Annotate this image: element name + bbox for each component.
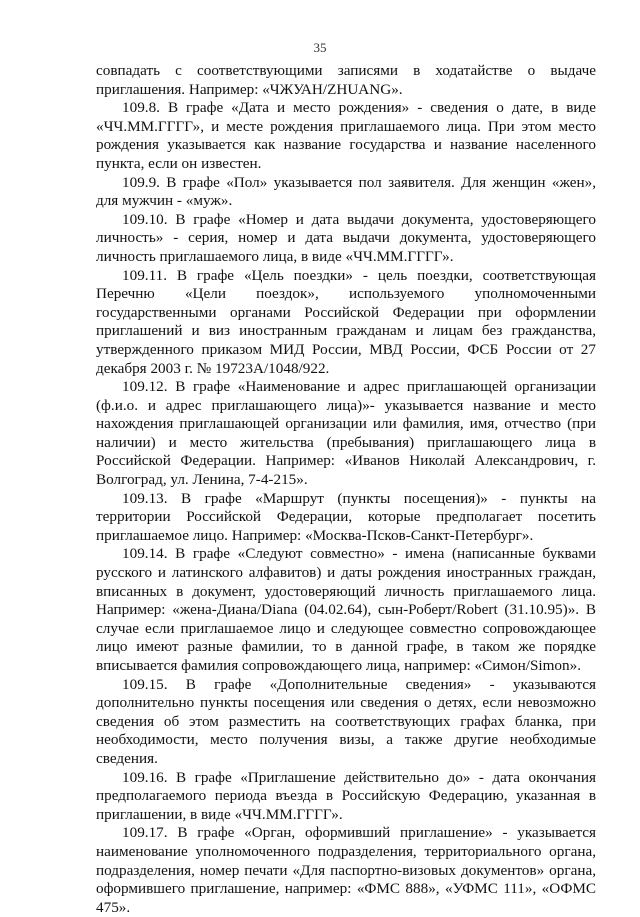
paragraph-continuation: совпадать с соответствующими записями в ходатайстве о выдаче приглашения. Например: «ЧЖУАН/ZHUANG». (96, 62, 596, 98)
paragraph-109-17: 109.17. В графе «Орган, оформивший приглашение» - указывается наименование уполномоченного подразделения, территориального органа, подразделения, номер печати «Для паспортно-визовых документов» органа, оформившего приглашение, например: «ФМС 888», «УФМС 111», «ОФМС 475». (96, 824, 596, 916)
document-body (96, 62, 596, 917)
paragraph-109-15: 109.15. В графе «Дополнительные сведения» - указываются дополнительно пункты посещения или сведения о детях, если невозможно сведения об этом разместить на соответствующих графах бланка, при необходимости, место получения визы, а также другие необходимые сведения. (96, 675, 596, 767)
paragraph-109-11: 109.11. В графе «Цель поездки» - цель поездки, соответствующая Перечню «Цели поездок», используемого уполномоченными государственными органами Российской Федерации при оформлении приглашений и виз иностранным гражданам и лицам без гражданства, утвержденного приказом МИД России, МВД России, ФСБ России от 27 декабря 2003 г. № 19723А/1048/922. (96, 266, 596, 377)
paragraph-109-10: 109.10. В графе «Номер и дата выдачи документа, удостоверяющего личность» - серия, номер и дата выдачи документа, удостоверяющего личность приглашаемого лица, в виде «ЧЧ.ММ.ГГГГ». (96, 210, 596, 265)
paragraph-109-13: 109.13. В графе «Маршрут (пункты посещения)» - пункты на территории Российской Федерации, которые предполагает посетить приглашаемое лицо. Например: «Москва-Псков-Санкт-Петербург». (96, 489, 596, 544)
paragraph-109-14: 109.14. В графе «Следуют совместно» - имена (написанные буквами русского и латинского алфавитов) и даты рождения иностранных граждан, вписанных в документ, удостоверяющий личность приглашаемого лица. Например: «жена-Диана/Diana (04.02.64), сын-Роберт/Robert (31.10.95)». В случае если приглашаемое лицо и следующее совместно сопровождающее лицо имеют разные фамилии, то в данной графе, в таком же порядке вписывается фамилия сопровождающего лица, например: «Симон/Simon». (96, 545, 596, 674)
paragraph-109-9: 109.9. В графе «Пол» указывается пол заявителя. Для женщин «жен», для мужчин - «муж». (96, 173, 596, 210)
paragraph-109-8: 109.8. В графе «Дата и место рождения» - сведения о дате, в виде «ЧЧ.ММ.ГГГГ», и месте рождения приглашаемого лица. При этом место рождения указывается как название государства и название населенного пункта, если он известен. (96, 99, 596, 172)
paragraph-109-12: 109.12. В графе «Наименование и адрес приглашающей организации (ф.и.о. и адрес приглашающего лица)»- указывается название и место нахождения приглашающей организации или фамилия, имя, отчество (при наличии) и место жительства (пребывания) приглашающего лица в Российской Федерации. Например: «Иванов Николай Александрович, г. Волгоград, ул. Ленина, 7-4-215». (96, 378, 596, 489)
paragraph-109-16: 109.16. В графе «Приглашение действительно до» - дата окончания предполагаемого периода въезда в Российскую Федерацию, указанная в приглашении, в виде «ЧЧ.ММ.ГГГГ». (96, 768, 596, 823)
page-number: 35 (313, 40, 327, 55)
